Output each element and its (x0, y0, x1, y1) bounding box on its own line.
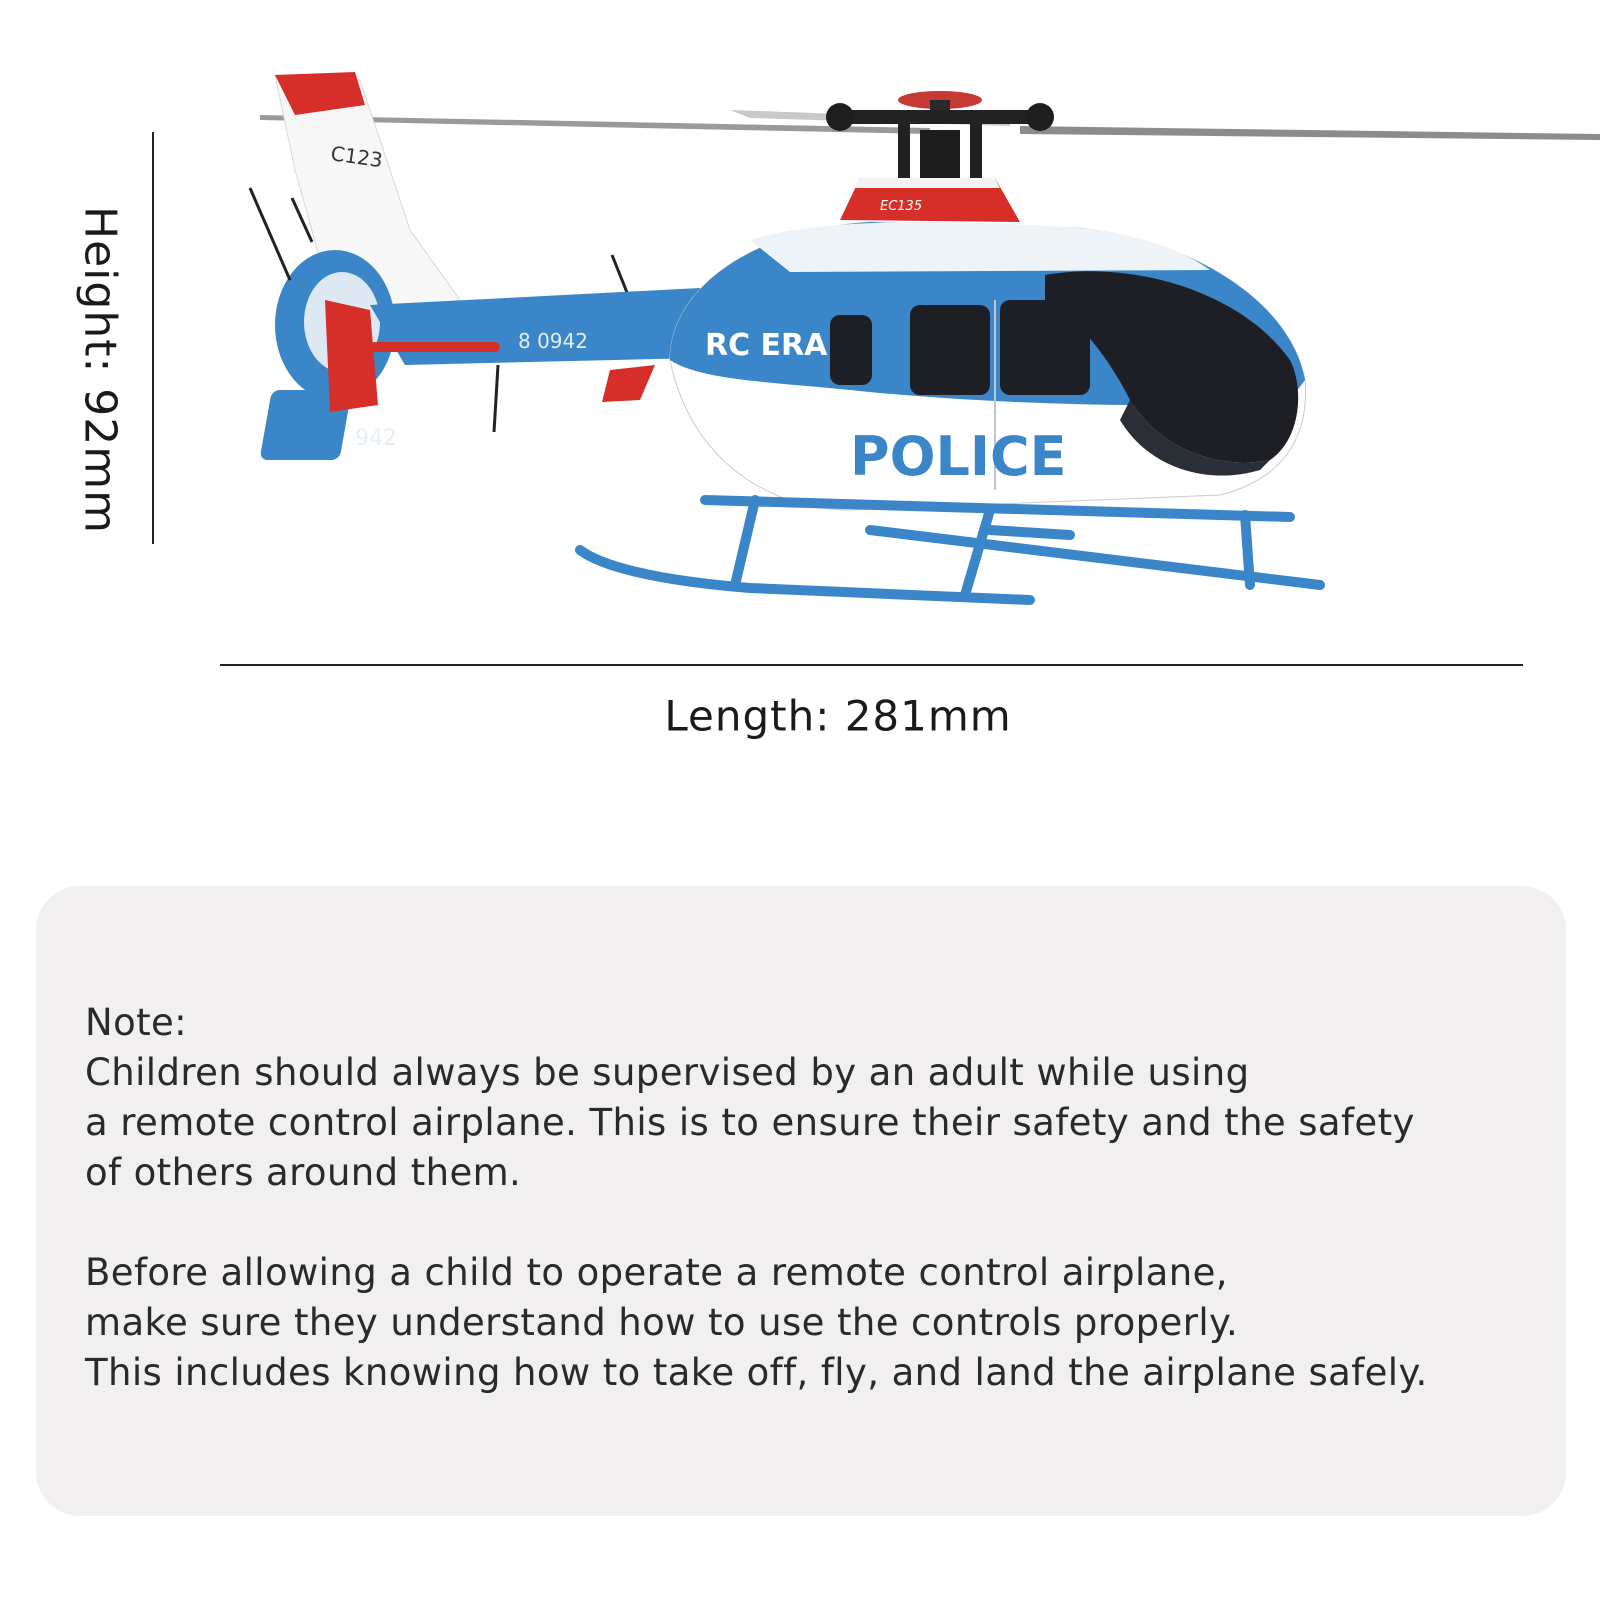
helicopter-image (230, 60, 1600, 640)
boom-code: 8 0942 (518, 329, 588, 353)
side-window (1000, 300, 1090, 395)
tail-code: C123 (329, 141, 385, 173)
side-window (830, 315, 872, 385)
note-line: This includes knowing how to take off, fly, and land the airplane safely. (85, 1351, 1428, 1394)
side-window (910, 305, 990, 395)
brand-label: RC ERA (705, 328, 828, 363)
antenna (494, 365, 498, 432)
note-line: of others around them. (85, 1151, 522, 1194)
length-label: Length: 281mm (664, 691, 1012, 741)
horizontal-stabilizer (325, 300, 378, 412)
note-line: make sure they understand how to use the controls properly. (85, 1301, 1239, 1344)
landing-skids (580, 500, 1320, 600)
note-line: Before allowing a child to operate a remote control airplane, (85, 1251, 1228, 1294)
note-line: Children should always be supervised by an adult while using (85, 1051, 1250, 1094)
rotor-head (826, 91, 1054, 184)
height-dimension-line (152, 132, 154, 544)
height-label: Height: 92mm (74, 206, 126, 534)
model-tag: EC135 (880, 199, 923, 214)
note-text (85, 998, 1565, 1398)
main-rotor-blade-right (1020, 126, 1600, 140)
rear-stabilizer (602, 365, 655, 402)
length-dimension-line (220, 664, 1523, 666)
note-heading: Note: (85, 1001, 188, 1044)
paragraph-gap (85, 1198, 1565, 1248)
antenna (250, 188, 290, 280)
note-line: a remote control airplane. This is to ensure their safety and the safety (85, 1101, 1415, 1144)
fin-number: 942 (355, 426, 397, 451)
police-livery: POLICE (850, 425, 1067, 488)
